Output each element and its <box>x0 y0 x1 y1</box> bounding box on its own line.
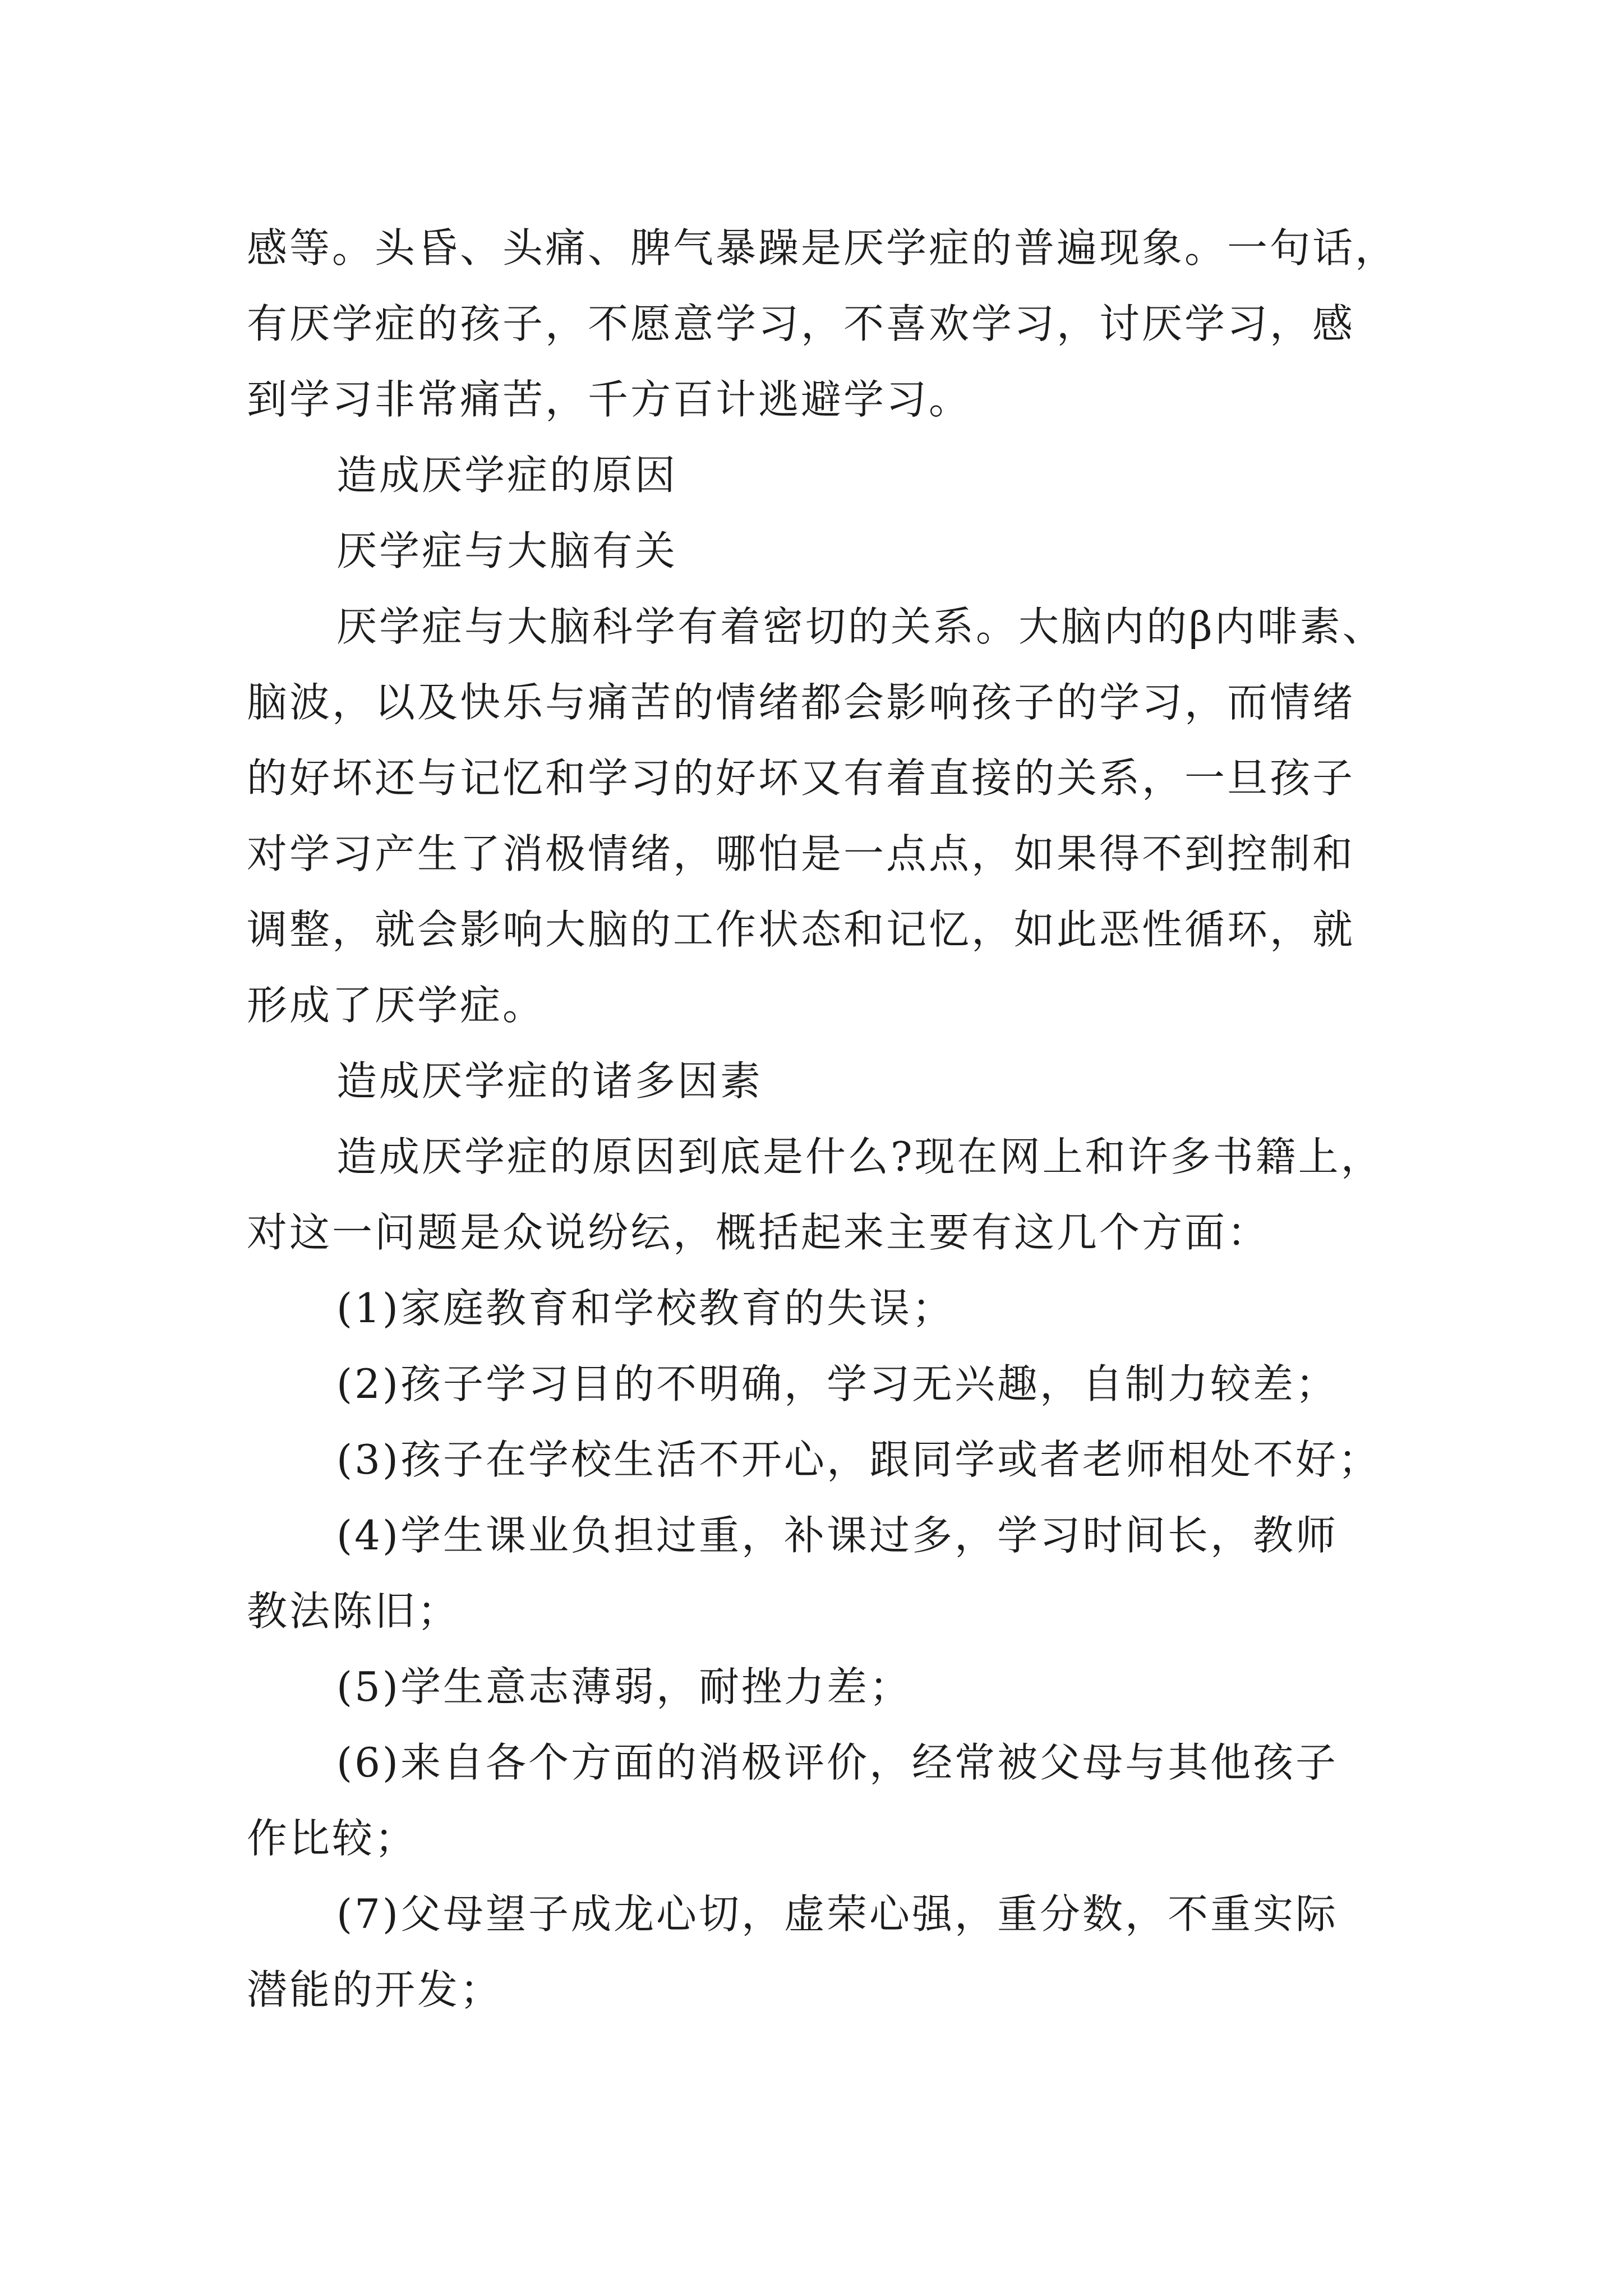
paragraph-line: 有厌学症的孩子，不愿意学习，不喜欢学习，讨厌学习，感 <box>247 300 1355 347</box>
paragraph-line: 形成了厌学症。 <box>247 982 546 1029</box>
list-item: (1)家庭教育和学校教育的失误； <box>336 1285 955 1332</box>
list-item: (6)来自各个方面的消极评价，经常被父母与其他孩子 <box>336 1739 1338 1786</box>
paragraph-line: 调整，就会影响大脑的工作状态和记忆，如此恶性循环，就 <box>247 906 1355 953</box>
paragraph-line: 造成厌学症的原因到底是什么?现在网上和许多书籍上， <box>336 1133 1384 1180</box>
list-item-continuation: 作比较； <box>247 1815 418 1862</box>
paragraph-line: 对这一问题是众说纷纭，概括起来主要有这几个方面： <box>247 1209 1270 1256</box>
paragraph-line: 厌学症与大脑科学有着密切的关系。大脑内的β内啡素、 <box>336 603 1385 650</box>
subsection-heading: 厌学症与大脑有关 <box>336 527 678 574</box>
section-heading: 造成厌学症的诸多因素 <box>336 1057 763 1105</box>
list-item: (4)学生课业负担过重，补课过多，学习时间长，教师 <box>336 1512 1338 1559</box>
paragraph-line: 的好坏还与记忆和学习的好坏又有着直接的关系，一旦孩子 <box>247 754 1355 802</box>
list-item: (2)孩子学习目的不明确，学习无兴趣，自制力较差； <box>336 1360 1338 1407</box>
paragraph-line: 脑波，以及快乐与痛苦的情绪都会影响孩子的学习，而情绪 <box>247 679 1355 726</box>
list-item-continuation: 教法陈旧； <box>247 1588 460 1635</box>
paragraph-line: 对学习产生了消极情绪，哪怕是一点点，如果得不到控制和 <box>247 830 1355 877</box>
list-item-continuation: 潜能的开发； <box>247 1966 503 2013</box>
list-item: (3)孩子在学校生活不开心，跟同学或者老师相处不好； <box>336 1436 1381 1483</box>
list-item: (7)父母望子成龙心切，虚荣心强，重分数，不重实际 <box>336 1890 1338 1938</box>
paragraph-line: 到学习非常痛苦，千方百计逃避学习。 <box>247 376 972 423</box>
list-item: (5)学生意志薄弱，耐挫力差； <box>336 1663 912 1710</box>
paragraph-line: 感等。头昏、头痛、脾气暴躁是厌学症的普遍现象。一句话， <box>247 224 1398 272</box>
section-heading: 造成厌学症的原因 <box>336 452 678 499</box>
